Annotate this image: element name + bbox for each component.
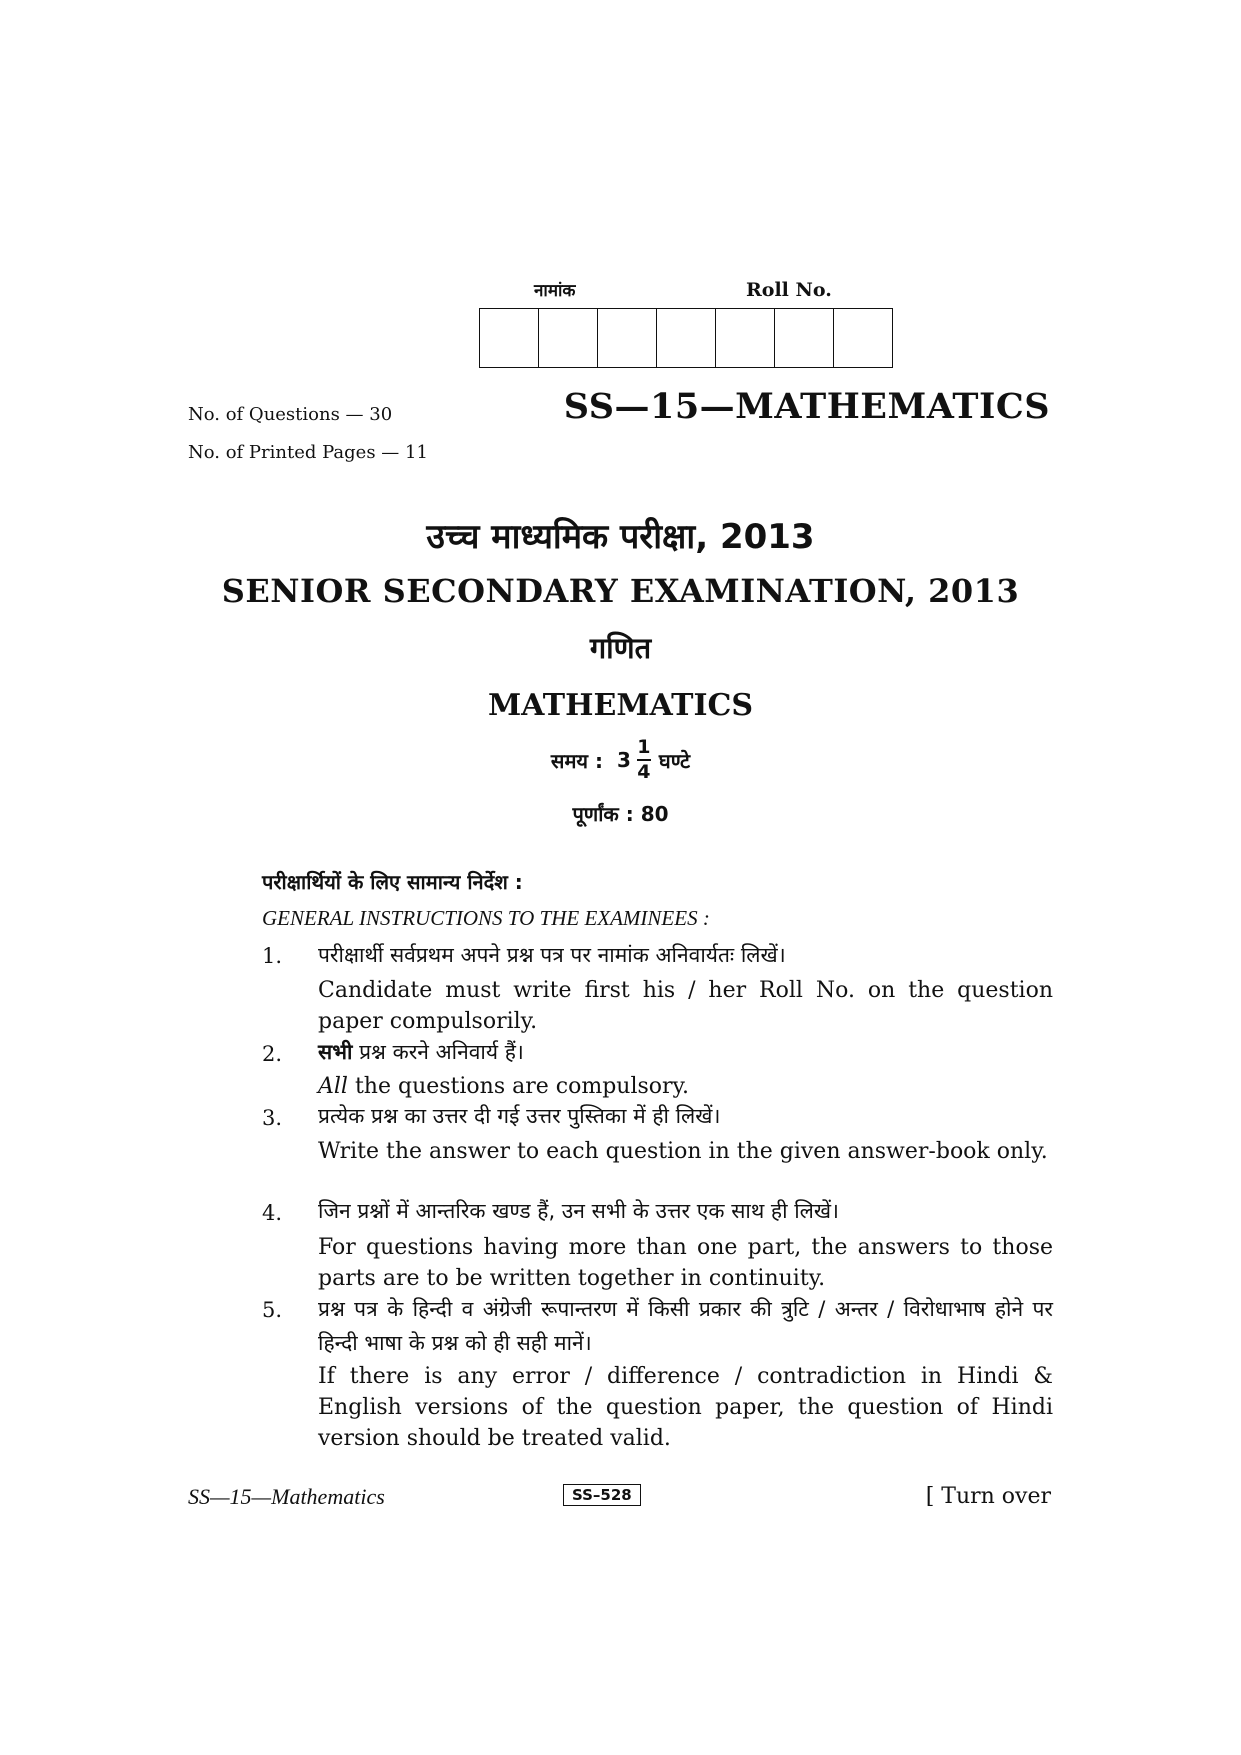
printed-pages-count: No. of Printed Pages — 11 [188, 442, 428, 463]
roll-digit-box[interactable] [775, 309, 834, 367]
roll-number-boxes [479, 308, 893, 368]
instructions-heading-english: GENERAL INSTRUCTIONS TO THE EXAMINEES : [262, 906, 710, 930]
maximum-marks: पूर्णांक : 80 [572, 802, 669, 826]
instruction-english-emphasis: All [318, 1074, 348, 1099]
instruction-number: 3. [262, 1106, 283, 1130]
instruction-number: 2. [262, 1042, 283, 1066]
instruction-hindi: प्रश्न पत्र के हिन्दी व अंग्रेजी रूपान्तरण में किसी प्रकार की त्रुटि / अन्तर / विरोधाभाष होने पर हिन्दी भाषा के प्रश्न को ही सही मानें। [318, 1297, 1053, 1355]
footer-paper-code: SS–528 [563, 1484, 641, 1506]
fraction-denominator: 4 [637, 761, 651, 783]
subject-hindi: गणित [589, 631, 652, 665]
instruction-english-text: the questions are compulsory. [354, 1074, 690, 1099]
exam-title-english: SENIOR SECONDARY EXAMINATION, 2013 [221, 572, 1020, 610]
instruction-hindi-emphasis: सभी [318, 1040, 353, 1064]
instruction-english [318, 1071, 1053, 1102]
roll-digit-box[interactable] [598, 309, 657, 367]
time-allowed [0, 738, 1241, 782]
roll-digit-box[interactable] [480, 309, 539, 367]
exam-title-hindi: उच्च माध्यमिक परीक्षा, 2013 [426, 517, 815, 557]
roll-digit-box[interactable] [539, 309, 598, 367]
question-count: No. of Questions — 30 [188, 404, 393, 425]
time-whole: 3 [616, 748, 631, 772]
instruction-hindi-text: प्रश्न करने अनिवार्य हैं। [359, 1040, 524, 1064]
instruction-hindi: जिन प्रश्नों में आन्तरिक खण्ड हैं, उन सभी के उत्तर एक साथ ही लिखें। [318, 1199, 840, 1223]
fraction-numerator: 1 [637, 736, 651, 758]
instruction-number: 1. [262, 944, 283, 968]
time-unit: घण्टे [658, 748, 691, 773]
instruction-number: 5. [262, 1298, 283, 1322]
roll-digit-box[interactable] [834, 309, 892, 367]
instruction-hindi: परीक्षार्थी सर्वप्रथम अपने प्रश्न पत्र पर नामांक अनिवार्यतः लिखें। [318, 943, 786, 967]
turn-over-note: [ Turn over [925, 1484, 1051, 1509]
roll-label-english: Roll No. [746, 279, 832, 301]
paper-code: SS—15—MATHEMATICS [563, 386, 1050, 427]
instruction-hindi: प्रत्येक प्रश्न का उत्तर दी गई उत्तर पुस्तिका में ही लिखें। [318, 1104, 721, 1128]
instruction-english: Candidate must write first his / her Roll No. on the question paper compulsorily. [318, 978, 1053, 1034]
time-label: समय : [550, 748, 603, 773]
roll-digit-box[interactable] [657, 309, 716, 367]
time-fraction [637, 738, 651, 782]
roll-digit-box[interactable] [716, 309, 775, 367]
subject-english: MATHEMATICS [487, 688, 754, 723]
instruction-english: Write the answer to each question in the given answer-book only. [318, 1139, 1048, 1164]
footer-paper-name: SS—15—Mathematics [188, 1484, 385, 1509]
instructions-heading-hindi: परीक्षार्थियों के लिए सामान्य निर्देश : [262, 870, 523, 894]
instruction-english: For questions having more than one part, the answers to those parts are to be written together in continuity. [318, 1235, 1053, 1291]
instruction-number: 4. [262, 1201, 283, 1225]
instruction-hindi [318, 1038, 1053, 1066]
roll-label-hindi: नामांक [534, 281, 576, 301]
instruction-english: If there is any error / difference / contradiction in Hindi & English versions of the question paper, the question of Hindi version should be treated valid. [318, 1364, 1053, 1451]
